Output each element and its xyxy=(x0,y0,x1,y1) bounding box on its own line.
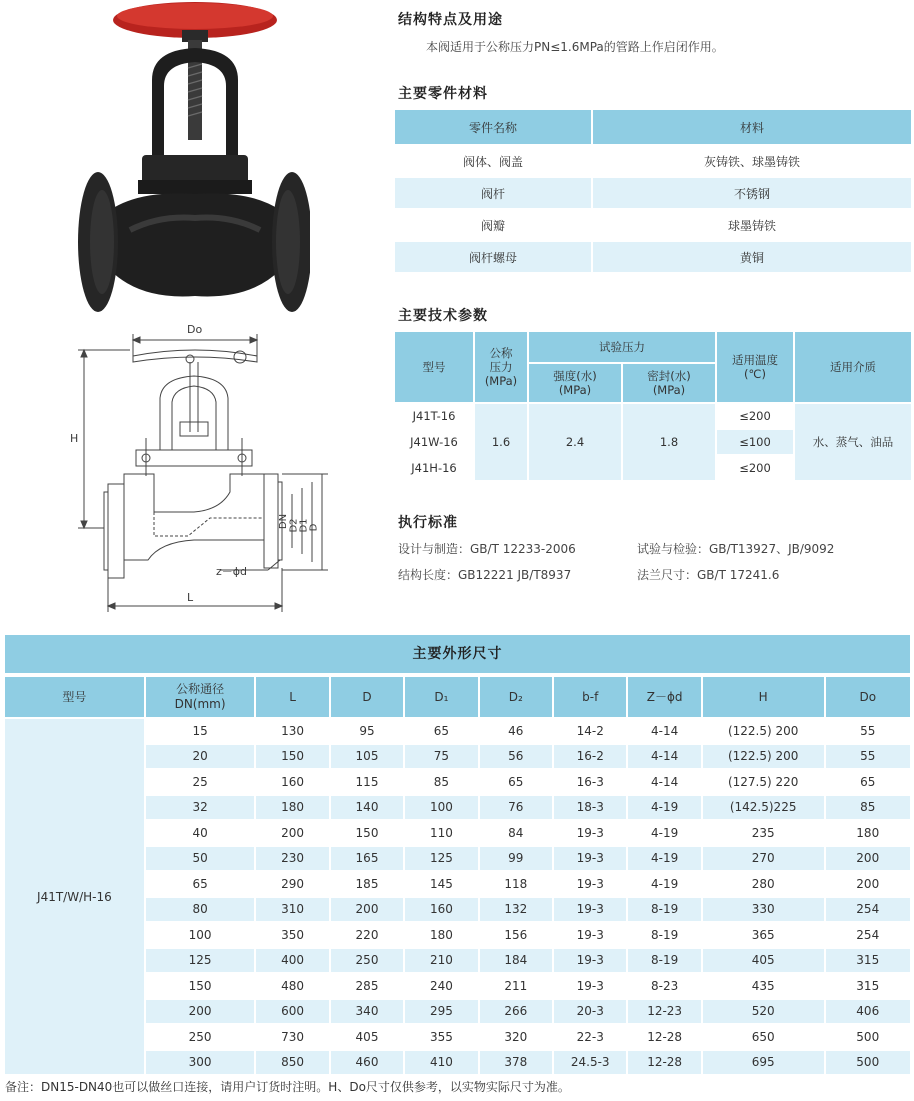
tech-header-seal-1: 密封(水) xyxy=(647,369,691,383)
part-material: 黄铜 xyxy=(593,242,911,272)
dimensions-cell: 290 xyxy=(256,872,328,896)
tech-header-temp-1: 适用温度 xyxy=(732,353,778,367)
tech-header-temp xyxy=(717,332,793,402)
dimensions-cell: 310 xyxy=(256,898,328,922)
tech-table xyxy=(393,330,913,482)
dimensions-cell: 4-19 xyxy=(628,821,700,845)
tech-header-seal xyxy=(623,364,715,402)
dimensions-table xyxy=(3,675,912,1076)
dimensions-cell: (127.5) 220 xyxy=(703,770,824,794)
drawing-label-do: Do xyxy=(187,323,203,336)
tech-seal: 1.8 xyxy=(623,404,715,480)
dimensions-cell: 46 xyxy=(480,719,552,743)
dimensions-cell: 4-14 xyxy=(628,770,700,794)
dimensions-cell: 40 xyxy=(146,821,255,845)
dimensions-header-cell: Do xyxy=(826,677,911,717)
table-row xyxy=(395,242,911,272)
dimensions-cell: 405 xyxy=(703,949,824,973)
table-row xyxy=(395,178,911,208)
dimensions-cell: 115 xyxy=(331,770,403,794)
tech-pressure: 1.6 xyxy=(475,404,527,480)
materials-header-material: 材料 xyxy=(593,110,911,144)
part-name: 阀瓣 xyxy=(395,210,591,240)
dimensions-cell: 65 xyxy=(405,719,477,743)
dimensions-cell: 200 xyxy=(826,847,911,871)
dimensions-cell: 650 xyxy=(703,1025,824,1049)
dimensions-section xyxy=(3,633,912,1076)
tech-temp: ≤200 xyxy=(717,456,793,480)
tech-temp: ≤100 xyxy=(717,430,793,454)
dimensions-cell: 4-14 xyxy=(628,745,700,769)
dimensions-cell: 132 xyxy=(480,898,552,922)
dimensions-cell: 150 xyxy=(331,821,403,845)
dimensions-cell: 24.5-3 xyxy=(554,1051,626,1075)
tech-header-strength xyxy=(529,364,621,402)
standard-item: 法兰尺寸：GB/T 17241.6 xyxy=(637,568,780,582)
dimensions-cell: 110 xyxy=(405,821,477,845)
dimensions-cell: 500 xyxy=(826,1025,911,1049)
part-material: 不锈钢 xyxy=(593,178,911,208)
tech-header-pressure xyxy=(475,332,527,402)
dimensions-cell: 130 xyxy=(256,719,328,743)
dimensions-cell: 12-28 xyxy=(628,1051,700,1075)
tech-header-test: 试验压力 xyxy=(529,332,715,362)
standard-item: 试验与检验：GB/T13927、JB/9092 xyxy=(637,542,835,556)
dimensions-cell: 12-28 xyxy=(628,1025,700,1049)
dimensions-cell: 165 xyxy=(331,847,403,871)
dimensions-cell: 105 xyxy=(331,745,403,769)
tech-model: J41W-16 xyxy=(395,430,473,454)
dimensions-cell: 14-2 xyxy=(554,719,626,743)
drawing-label-h: H xyxy=(70,432,79,445)
dimensions-cell: 20 xyxy=(146,745,255,769)
dimensions-cell: 500 xyxy=(826,1051,911,1075)
dimensions-cell: 150 xyxy=(146,974,255,998)
dimensions-cell: 340 xyxy=(331,1000,403,1024)
dimensions-cell: 4-14 xyxy=(628,719,700,743)
dimensions-cell: 85 xyxy=(826,796,911,820)
dimensions-cell: 240 xyxy=(405,974,477,998)
dimensions-cell: 200 xyxy=(146,1000,255,1024)
table-row xyxy=(395,210,911,240)
dimensions-cell: 76 xyxy=(480,796,552,820)
tech-header-model: 型号 xyxy=(395,332,473,402)
materials-title: 主要零件材料 xyxy=(398,86,488,102)
tech-header-medium: 适用介质 xyxy=(795,332,911,402)
dimensions-cell: 180 xyxy=(405,923,477,947)
drawing-label-dn: DN xyxy=(278,513,290,530)
dimensions-cell: 400 xyxy=(256,949,328,973)
dimensions-cell: 65 xyxy=(146,872,255,896)
standard-item: 设计与制造：GB/T 12233-2006 xyxy=(398,542,576,556)
dimensions-cell: 15 xyxy=(146,719,255,743)
standards-title: 执行标准 xyxy=(398,515,458,531)
tech-header-strength-1: 强度(水) xyxy=(553,369,597,383)
dimensions-cell: 80 xyxy=(146,898,255,922)
dimensions-cell: 315 xyxy=(826,949,911,973)
dimensions-cell: 520 xyxy=(703,1000,824,1024)
dimensions-cell: 850 xyxy=(256,1051,328,1075)
drawing-label-l: L xyxy=(187,591,194,604)
drawing-label-d1: D1 xyxy=(298,518,310,533)
dimensions-header-cell: H xyxy=(703,677,824,717)
valve-photo xyxy=(70,0,310,320)
dimensions-header-cell: D xyxy=(331,677,403,717)
dimensions-cell: 695 xyxy=(703,1051,824,1075)
features-title: 结构特点及用途 xyxy=(398,12,503,28)
dimensions-title: 主要外形尺寸 xyxy=(5,635,910,673)
dimensions-cell: 16-3 xyxy=(554,770,626,794)
drawing-label-zd: z－ϕd xyxy=(216,565,248,578)
dimensions-cell: 355 xyxy=(405,1025,477,1049)
tech-model: J41H-16 xyxy=(395,456,473,480)
dimensions-header-cell: 公称通径 DN(mm) xyxy=(146,677,255,717)
part-name: 阀杆 xyxy=(395,178,591,208)
dimensions-cell: 56 xyxy=(480,745,552,769)
dimensions-cell: 365 xyxy=(703,923,824,947)
dimensions-cell: 65 xyxy=(826,770,911,794)
tech-model: J41T-16 xyxy=(395,404,473,428)
part-name: 阀体、阀盖 xyxy=(395,146,591,176)
dimensions-header-row xyxy=(5,677,910,717)
standard-item: 结构长度：GB12221 JB/T8937 xyxy=(398,568,572,582)
dimensions-cell: 378 xyxy=(480,1051,552,1075)
dimensions-cell: 600 xyxy=(256,1000,328,1024)
tech-header-pressure-1: 公称 xyxy=(489,346,513,360)
dimensions-cell: 230 xyxy=(256,847,328,871)
part-name: 阀杆螺母 xyxy=(395,242,591,272)
dimensions-cell: 19-3 xyxy=(554,847,626,871)
footnote: 备注：DN15-DN40也可以做丝口连接，请用户订货时注明。H、Do尺寸仅供参考，以实物实际尺寸为准。 xyxy=(5,1080,570,1094)
materials-header-part: 零件名称 xyxy=(395,110,591,144)
dimensions-cell: 19-3 xyxy=(554,821,626,845)
dimensions-cell: 435 xyxy=(703,974,824,998)
dimensions-cell: 118 xyxy=(480,872,552,896)
dimensions-cell: 156 xyxy=(480,923,552,947)
dimensions-cell: 285 xyxy=(331,974,403,998)
dimensions-cell: 12-23 xyxy=(628,1000,700,1024)
dimensions-cell: 55 xyxy=(826,745,911,769)
tech-strength: 2.4 xyxy=(529,404,621,480)
dimensions-cell: 406 xyxy=(826,1000,911,1024)
dimensions-cell: 270 xyxy=(703,847,824,871)
dimensions-cell: 200 xyxy=(826,872,911,896)
dimensions-cell: 254 xyxy=(826,898,911,922)
dimensions-cell: 295 xyxy=(405,1000,477,1024)
dimensions-cell: (122.5) 200 xyxy=(703,719,824,743)
part-material: 灰铸铁、球墨铸铁 xyxy=(593,146,911,176)
drawing-label-d: D xyxy=(308,523,320,532)
dimensions-cell: 211 xyxy=(480,974,552,998)
dimensions-cell: 55 xyxy=(826,719,911,743)
dimensions-cell: 65 xyxy=(480,770,552,794)
dimensions-header-cell: D₁ xyxy=(405,677,477,717)
tech-header-seal-2: (MPa) xyxy=(652,383,686,397)
dimensions-cell: 180 xyxy=(256,796,328,820)
tech-header-strength-2: (MPa) xyxy=(558,383,592,397)
dimensions-cell: 350 xyxy=(256,923,328,947)
dimensions-cell: 250 xyxy=(331,949,403,973)
tech-medium: 水、蒸气、油品 xyxy=(795,404,911,480)
dimensions-cell: 180 xyxy=(826,821,911,845)
dimensions-cell: 19-3 xyxy=(554,974,626,998)
part-material: 球墨铸铁 xyxy=(593,210,911,240)
dimensions-header-cell: b-f xyxy=(554,677,626,717)
dimensions-cell: 184 xyxy=(480,949,552,973)
dimensions-cell: 25 xyxy=(146,770,255,794)
dimensions-cell: 125 xyxy=(405,847,477,871)
dimensions-header-cell: D₂ xyxy=(480,677,552,717)
table-row xyxy=(395,146,911,176)
tech-header-temp-2: (℃) xyxy=(744,367,766,381)
dimensions-header-cell: L xyxy=(256,677,328,717)
dimensions-cell: 405 xyxy=(331,1025,403,1049)
dimensions-cell: 140 xyxy=(331,796,403,820)
dimensions-cell: 730 xyxy=(256,1025,328,1049)
dimensions-cell: 4-19 xyxy=(628,796,700,820)
dimensions-cell: 254 xyxy=(826,923,911,947)
dimensions-model: J41T/W/H-16 xyxy=(5,719,144,1074)
dimensions-cell: 125 xyxy=(146,949,255,973)
dimensions-cell: 185 xyxy=(331,872,403,896)
dimensions-cell: 4-19 xyxy=(628,872,700,896)
dimensions-cell: 330 xyxy=(703,898,824,922)
dimensions-cell: 8-19 xyxy=(628,898,700,922)
dimensions-cell: 19-3 xyxy=(554,898,626,922)
dimensions-cell: 8-23 xyxy=(628,974,700,998)
dimensions-cell: 266 xyxy=(480,1000,552,1024)
dimensions-cell: 160 xyxy=(405,898,477,922)
materials-header-row xyxy=(395,110,911,144)
dimensions-cell: 145 xyxy=(405,872,477,896)
dimensions-cell: 95 xyxy=(331,719,403,743)
table-row xyxy=(5,719,910,743)
tech-header-pressure-3: (MPa) xyxy=(484,374,518,388)
dimensions-cell: 410 xyxy=(405,1051,477,1075)
dimensions-cell: 4-19 xyxy=(628,847,700,871)
dimensions-cell: 200 xyxy=(256,821,328,845)
tech-title: 主要技术参数 xyxy=(398,308,488,324)
valve-drawing xyxy=(70,322,360,614)
dimensions-cell: 100 xyxy=(146,923,255,947)
features-text: 本阀适用于公称压力PN≤1.6MPa的管路上作启闭作用。 xyxy=(426,40,724,54)
dimensions-cell: 460 xyxy=(331,1051,403,1075)
dimensions-cell: 19-3 xyxy=(554,872,626,896)
dimensions-cell: 8-19 xyxy=(628,923,700,947)
dimensions-cell: 210 xyxy=(405,949,477,973)
dimensions-cell: 100 xyxy=(405,796,477,820)
dimensions-cell: 99 xyxy=(480,847,552,871)
dimensions-header-cell: 型号 xyxy=(5,677,144,717)
dimensions-cell: 75 xyxy=(405,745,477,769)
tech-temp: ≤200 xyxy=(717,404,793,428)
materials-table xyxy=(393,108,913,274)
tech-header-pressure-2: 压力 xyxy=(489,360,513,374)
dimensions-cell: (142.5)225 xyxy=(703,796,824,820)
dimensions-cell: 18-3 xyxy=(554,796,626,820)
dimensions-cell: 32 xyxy=(146,796,255,820)
dimensions-cell: 19-3 xyxy=(554,949,626,973)
dimensions-cell: 200 xyxy=(331,898,403,922)
dimensions-cell: 20-3 xyxy=(554,1000,626,1024)
dimensions-cell: 84 xyxy=(480,821,552,845)
dimensions-cell: 22-3 xyxy=(554,1025,626,1049)
dimensions-cell: 220 xyxy=(331,923,403,947)
dimensions-cell: 320 xyxy=(480,1025,552,1049)
dimensions-cell: 480 xyxy=(256,974,328,998)
dimensions-cell: 300 xyxy=(146,1051,255,1075)
dimensions-cell: 50 xyxy=(146,847,255,871)
drawing-label-d2: D2 xyxy=(288,518,300,533)
dimensions-cell: 315 xyxy=(826,974,911,998)
dimensions-cell: 250 xyxy=(146,1025,255,1049)
dimensions-cell: 150 xyxy=(256,745,328,769)
dimensions-cell: 16-2 xyxy=(554,745,626,769)
dimensions-cell: 8-19 xyxy=(628,949,700,973)
dimensions-cell: 280 xyxy=(703,872,824,896)
dimensions-header-cell: Z－ϕd xyxy=(628,677,700,717)
dimensions-cell: 85 xyxy=(405,770,477,794)
dimensions-cell: 19-3 xyxy=(554,923,626,947)
dimensions-cell: (122.5) 200 xyxy=(703,745,824,769)
dimensions-cell: 160 xyxy=(256,770,328,794)
dimensions-cell: 235 xyxy=(703,821,824,845)
